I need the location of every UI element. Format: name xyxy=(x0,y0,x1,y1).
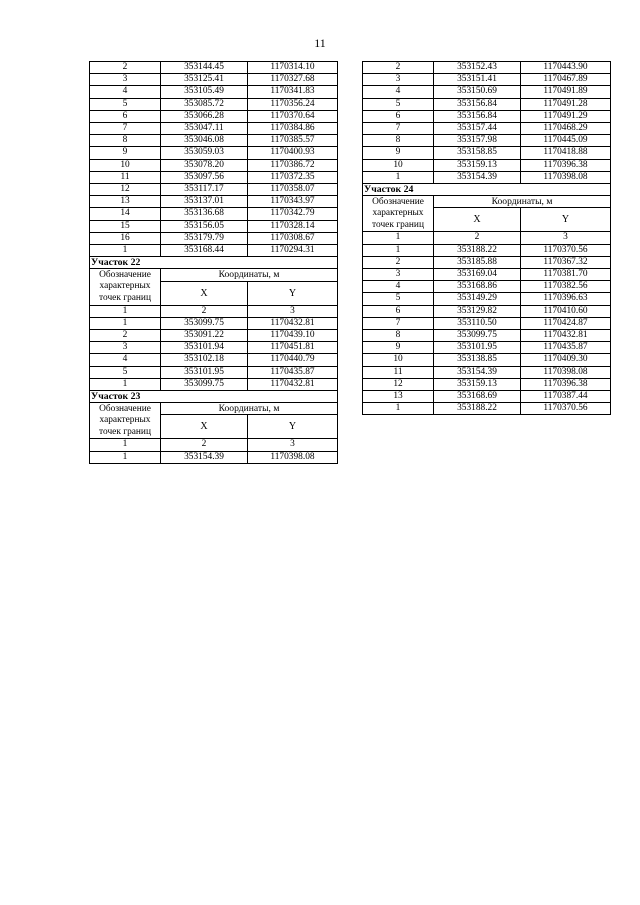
point-number: 1 xyxy=(90,317,161,329)
table-row xyxy=(90,184,338,196)
table-row xyxy=(90,451,338,463)
numbering-row xyxy=(90,305,338,317)
column-number: 2 xyxy=(434,232,521,244)
coordinate-y: 1170435.87 xyxy=(248,366,338,378)
point-number: 3 xyxy=(90,342,161,354)
point-number: 9 xyxy=(90,147,161,159)
point-number: 11 xyxy=(90,171,161,183)
coordinate-y: 1170398.08 xyxy=(521,366,611,378)
table-row xyxy=(363,171,611,183)
coordinate-x: 353188.22 xyxy=(434,403,521,415)
header-row xyxy=(363,196,611,208)
point-number: 6 xyxy=(363,110,434,122)
column-number: 1 xyxy=(90,305,161,317)
left-column xyxy=(89,61,334,464)
coordinate-x: 353156.84 xyxy=(434,110,521,122)
point-number: 1 xyxy=(363,403,434,415)
coordinate-y: 1170396.38 xyxy=(521,378,611,390)
column-number: 3 xyxy=(521,232,611,244)
coordinate-y: 1170308.67 xyxy=(248,232,338,244)
coordinates-table-right xyxy=(362,61,611,415)
table-row xyxy=(363,391,611,403)
table-row xyxy=(363,342,611,354)
table-row xyxy=(363,244,611,256)
table-row xyxy=(363,159,611,171)
table-row xyxy=(363,98,611,110)
y-header: Y xyxy=(521,208,611,232)
coordinate-y: 1170398.08 xyxy=(248,451,338,463)
coordinate-x: 353168.44 xyxy=(161,245,248,257)
coordinate-y: 1170467.89 xyxy=(521,74,611,86)
coordinate-y: 1170370.56 xyxy=(521,403,611,415)
point-number: 12 xyxy=(363,378,434,390)
point-number: 10 xyxy=(90,159,161,171)
table-row xyxy=(363,378,611,390)
point-number: 13 xyxy=(363,391,434,403)
coordinate-y: 1170387.44 xyxy=(521,391,611,403)
coordinate-y: 1170424.87 xyxy=(521,317,611,329)
table-row xyxy=(90,62,338,74)
points-label-header: Обозначение характерных точек границ xyxy=(90,403,161,439)
coordinate-x: 353154.39 xyxy=(434,366,521,378)
coordinate-x: 353188.22 xyxy=(434,244,521,256)
coordinate-y: 1170396.63 xyxy=(521,293,611,305)
table-row xyxy=(363,281,611,293)
column-number: 3 xyxy=(248,439,338,451)
point-number: 1 xyxy=(90,378,161,390)
point-number: 5 xyxy=(90,366,161,378)
table-row xyxy=(90,342,338,354)
section-title: Участок 24 xyxy=(363,184,611,196)
coordinate-y: 1170341.83 xyxy=(248,86,338,98)
coordinate-y: 1170328.14 xyxy=(248,220,338,232)
coordinate-x: 353091.22 xyxy=(161,330,248,342)
table-row xyxy=(90,366,338,378)
points-label-header: Обозначение характерных точек границ xyxy=(90,269,161,305)
coordinate-y: 1170432.81 xyxy=(521,330,611,342)
coordinate-x: 353158.85 xyxy=(434,147,521,159)
coordinate-x: 353138.85 xyxy=(434,354,521,366)
coordinate-y: 1170367.32 xyxy=(521,256,611,268)
column-number: 2 xyxy=(161,439,248,451)
table-row xyxy=(90,317,338,329)
coordinate-x: 353078.20 xyxy=(161,159,248,171)
coordinate-y: 1170372.35 xyxy=(248,171,338,183)
point-number: 1 xyxy=(90,451,161,463)
coordinate-x: 353125.41 xyxy=(161,74,248,86)
coordinate-y: 1170445.09 xyxy=(521,135,611,147)
coordinate-x: 353099.75 xyxy=(434,330,521,342)
coordinate-y: 1170468.29 xyxy=(521,123,611,135)
point-number: 11 xyxy=(363,366,434,378)
table-row xyxy=(363,305,611,317)
table-row xyxy=(90,220,338,232)
numbering-row xyxy=(363,232,611,244)
table-row xyxy=(90,354,338,366)
table-row xyxy=(90,196,338,208)
coordinate-x: 353102.18 xyxy=(161,354,248,366)
coordinate-x: 353159.13 xyxy=(434,378,521,390)
point-number: 5 xyxy=(90,98,161,110)
coordinate-y: 1170358.07 xyxy=(248,184,338,196)
coordinate-x: 353150.69 xyxy=(434,86,521,98)
coordinate-x: 353099.75 xyxy=(161,317,248,329)
coordinate-x: 353154.39 xyxy=(434,171,521,183)
y-header: Y xyxy=(248,415,338,439)
table-row xyxy=(363,317,611,329)
header-row xyxy=(90,403,338,415)
coordinate-x: 353047.11 xyxy=(161,123,248,135)
point-number: 4 xyxy=(363,86,434,98)
table-row xyxy=(90,147,338,159)
numbering-row xyxy=(90,439,338,451)
point-number: 8 xyxy=(90,135,161,147)
y-header: Y xyxy=(248,281,338,305)
coordinate-x: 353085.72 xyxy=(161,98,248,110)
coordinate-y: 1170439.10 xyxy=(248,330,338,342)
coordinate-y: 1170491.89 xyxy=(521,86,611,98)
point-number: 9 xyxy=(363,342,434,354)
coordinate-x: 353137.01 xyxy=(161,196,248,208)
point-number: 1 xyxy=(363,171,434,183)
coordinate-x: 353110.50 xyxy=(434,317,521,329)
table-row xyxy=(90,232,338,244)
coordinate-x: 353159.13 xyxy=(434,159,521,171)
point-number: 4 xyxy=(363,281,434,293)
coordinate-x: 353066.28 xyxy=(161,110,248,122)
coordinate-y: 1170384.86 xyxy=(248,123,338,135)
column-number: 1 xyxy=(90,439,161,451)
point-number: 10 xyxy=(363,159,434,171)
coordinate-x: 353101.94 xyxy=(161,342,248,354)
table-row xyxy=(90,86,338,98)
coordinate-y: 1170440.79 xyxy=(248,354,338,366)
point-number: 15 xyxy=(90,220,161,232)
coordinate-x: 353046.08 xyxy=(161,135,248,147)
coordinate-y: 1170443.90 xyxy=(521,62,611,74)
table-row xyxy=(90,330,338,342)
coordinate-y: 1170342.79 xyxy=(248,208,338,220)
table-row xyxy=(90,135,338,147)
x-header: X xyxy=(161,281,248,305)
coordinate-y: 1170356.24 xyxy=(248,98,338,110)
coordinate-x: 353168.86 xyxy=(434,281,521,293)
section-title-row xyxy=(363,184,611,196)
coordinate-x: 353157.44 xyxy=(434,123,521,135)
table-row xyxy=(90,74,338,86)
coordinate-y: 1170400.93 xyxy=(248,147,338,159)
table-row xyxy=(363,147,611,159)
coordinate-x: 353105.49 xyxy=(161,86,248,98)
point-number: 5 xyxy=(363,98,434,110)
point-number: 16 xyxy=(90,232,161,244)
page-number: 11 xyxy=(314,36,326,50)
table-row xyxy=(90,159,338,171)
table-row xyxy=(90,98,338,110)
coordinates-header: Координаты, м xyxy=(434,196,611,208)
point-number: 2 xyxy=(363,256,434,268)
coordinate-y: 1170381.70 xyxy=(521,269,611,281)
section-title: Участок 22 xyxy=(90,257,338,269)
coordinate-x: 353129.82 xyxy=(434,305,521,317)
table-row xyxy=(90,245,338,257)
table-row xyxy=(363,366,611,378)
coordinate-x: 353157.98 xyxy=(434,135,521,147)
point-number: 14 xyxy=(90,208,161,220)
coordinate-x: 353168.69 xyxy=(434,391,521,403)
point-number: 8 xyxy=(363,330,434,342)
x-header: X xyxy=(161,415,248,439)
coordinate-x: 353059.03 xyxy=(161,147,248,159)
table-row xyxy=(90,378,338,390)
table-row xyxy=(363,403,611,415)
table-row xyxy=(363,293,611,305)
coordinate-x: 353154.39 xyxy=(161,451,248,463)
table-row xyxy=(90,171,338,183)
coordinate-y: 1170396.38 xyxy=(521,159,611,171)
point-number: 10 xyxy=(363,354,434,366)
point-number: 8 xyxy=(363,135,434,147)
coordinate-y: 1170451.81 xyxy=(248,342,338,354)
coordinate-y: 1170385.57 xyxy=(248,135,338,147)
coordinate-x: 353169.04 xyxy=(434,269,521,281)
point-number: 7 xyxy=(363,123,434,135)
point-number: 3 xyxy=(363,269,434,281)
coordinate-y: 1170370.56 xyxy=(521,244,611,256)
section-title: Участок 23 xyxy=(90,391,338,403)
coordinate-x: 353144.45 xyxy=(161,62,248,74)
coordinate-x: 353099.75 xyxy=(161,378,248,390)
table-row xyxy=(363,123,611,135)
coordinate-x: 353101.95 xyxy=(434,342,521,354)
point-number: 5 xyxy=(363,293,434,305)
coordinate-y: 1170382.56 xyxy=(521,281,611,293)
coordinates-header: Координаты, м xyxy=(161,269,338,281)
table-row xyxy=(363,330,611,342)
coordinate-y: 1170327.68 xyxy=(248,74,338,86)
table-row xyxy=(90,123,338,135)
coordinate-x: 353117.17 xyxy=(161,184,248,196)
section-title-row xyxy=(90,391,338,403)
coordinate-x: 353136.68 xyxy=(161,208,248,220)
point-number: 7 xyxy=(90,123,161,135)
point-number: 7 xyxy=(363,317,434,329)
column-number: 2 xyxy=(161,305,248,317)
point-number: 4 xyxy=(90,354,161,366)
coordinate-y: 1170491.29 xyxy=(521,110,611,122)
coordinate-y: 1170410.60 xyxy=(521,305,611,317)
point-number: 1 xyxy=(90,245,161,257)
points-label-header: Обозначение характерных точек границ xyxy=(363,196,434,232)
point-number: 3 xyxy=(363,74,434,86)
table-row xyxy=(363,256,611,268)
coordinate-y: 1170432.81 xyxy=(248,317,338,329)
coordinates-table-left xyxy=(89,61,338,464)
x-header: X xyxy=(434,208,521,232)
coordinate-y: 1170370.64 xyxy=(248,110,338,122)
header-row xyxy=(90,269,338,281)
table-row xyxy=(363,62,611,74)
coordinate-x: 353097.56 xyxy=(161,171,248,183)
table-row xyxy=(90,208,338,220)
point-number: 1 xyxy=(363,244,434,256)
point-number: 6 xyxy=(90,110,161,122)
point-number: 3 xyxy=(90,74,161,86)
point-number: 9 xyxy=(363,147,434,159)
point-number: 12 xyxy=(90,184,161,196)
point-number: 6 xyxy=(363,305,434,317)
coordinate-x: 353149.29 xyxy=(434,293,521,305)
coordinate-x: 353151.41 xyxy=(434,74,521,86)
table-row xyxy=(90,110,338,122)
right-column xyxy=(362,61,607,415)
coordinate-y: 1170418.88 xyxy=(521,147,611,159)
table-row xyxy=(363,269,611,281)
table-row xyxy=(363,86,611,98)
coordinate-y: 1170386.72 xyxy=(248,159,338,171)
coordinate-x: 353156.05 xyxy=(161,220,248,232)
column-number: 1 xyxy=(363,232,434,244)
point-number: 13 xyxy=(90,196,161,208)
table-row xyxy=(363,74,611,86)
coordinate-y: 1170435.87 xyxy=(521,342,611,354)
coordinate-x: 353156.84 xyxy=(434,98,521,110)
coordinate-y: 1170398.08 xyxy=(521,171,611,183)
coordinate-x: 353185.88 xyxy=(434,256,521,268)
coordinates-header: Координаты, м xyxy=(161,403,338,415)
table-row xyxy=(363,135,611,147)
coordinate-y: 1170314.10 xyxy=(248,62,338,74)
coordinate-y: 1170294.31 xyxy=(248,245,338,257)
coordinate-y: 1170432.81 xyxy=(248,378,338,390)
column-number: 3 xyxy=(248,305,338,317)
table-row xyxy=(363,354,611,366)
point-number: 2 xyxy=(90,62,161,74)
coordinate-y: 1170409.30 xyxy=(521,354,611,366)
section-title-row xyxy=(90,257,338,269)
table-row xyxy=(363,110,611,122)
point-number: 2 xyxy=(90,330,161,342)
point-number: 2 xyxy=(363,62,434,74)
point-number: 4 xyxy=(90,86,161,98)
coordinate-x: 353179.79 xyxy=(161,232,248,244)
coordinate-y: 1170343.97 xyxy=(248,196,338,208)
coordinate-x: 353152.43 xyxy=(434,62,521,74)
coordinate-x: 353101.95 xyxy=(161,366,248,378)
coordinate-y: 1170491.28 xyxy=(521,98,611,110)
